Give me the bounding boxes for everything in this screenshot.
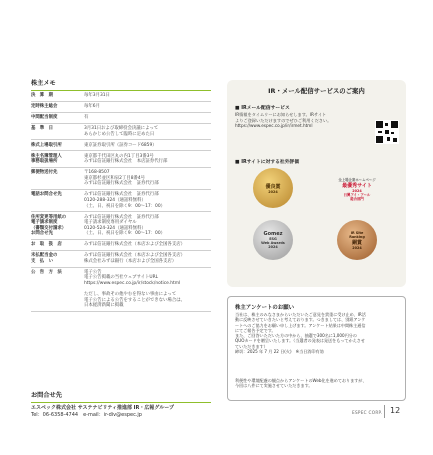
survey-body: 当社は、株主のみなさまからいただいたご意見を貴重に受け止め、IR活 動に反映させていきたいと考えております。つきましては、別紙アンケ ートへのご協力をお願い申し上げます。アンケート結果は中間株主通信 にてご報告予定です。 また、ご回答いただいた方の中から、抽選で300名に1,000円分の QUOカードを贈呈いたします。（当選者の発表は発送をもってかえさせ ていただきます） 締切：2025 年 7 月 22 日(火) ※当日消印有効 (235, 312, 366, 355)
contact-phone-email: Tel：06-6358-4744 e-mail：ir-div@espec.jp (31, 412, 142, 418)
memo-value: 電子公告 電子公告掲載の当社ウェブサイトURL https://www.espec.co.jp/ir/stock/notice.html ただし、事故その他やむを得ない事由によって 電子公告による公告をすることができない場合は、 日本経済新聞に掲載 (84, 269, 185, 309)
memo-key: 郵便物送付先 (31, 170, 58, 176)
memo-value: みずほ信託銀行株式会社 証券代行部 電子請求制度専用ダイヤル 0120-524-324（通話料無料） （土、日、祝日を除く9：00～17：00） (84, 214, 166, 237)
shareholder-memo (31, 78, 211, 312)
memo-row (31, 91, 211, 102)
ir-mail-text[interactable]: IR情報をタイムリーにお知らせします。IRサイト よりご登録いただけますのでぜひご利用ください。 https://www.espec.co.jp/ir/irmet.html (235, 112, 332, 129)
footer-brand: ESPEC CORP. (352, 410, 383, 415)
memo-row (31, 102, 211, 113)
award-badge-gomez: Gomez ESG Web Awards 2024 (253, 220, 293, 260)
memo-value: 毎年3月31日 (84, 93, 110, 99)
contact-title: お問合せ先 (31, 390, 211, 403)
memo-title: 株主メモ (31, 78, 211, 91)
award-badge-best-site: 全上場企業ホームページ 最優秀サイト 2024 日興アイ・アール 総合部門 (338, 177, 376, 201)
award-badge-bronze: IR Site Ranking 銅賞 2024 (337, 220, 377, 260)
memo-value: みずほ信託銀行株式会社 証券代行部 0120-288-324（通話料無料） （土、日、祝日を除く9：00～17：00） (84, 192, 166, 209)
memo-key: 未払配当金の 支 払 い (31, 253, 58, 264)
memo-table (31, 91, 211, 312)
memo-row (31, 168, 211, 190)
memo-key: 決 算 期 (31, 93, 53, 99)
memo-row (31, 251, 211, 268)
memo-value: 有 (84, 115, 89, 121)
memo-value: 〒168-8507 東京都杉並区和泉2丁目8番4号 みずほ信託銀行株式会社 証券代行部 (84, 170, 159, 187)
memo-value: みずほ信託銀行株式会社（本店および全国各支店） (84, 242, 185, 248)
ir-evaluation-heading: ■ IRサイトに対する社外評価 (235, 160, 300, 165)
memo-key: 中間配当制度 (31, 115, 58, 121)
memo-key: 基 準 日 (31, 126, 53, 132)
page-number: 12 (390, 406, 401, 415)
memo-value: 東京証券取引所（証券コード6859） (84, 142, 157, 148)
memo-key: 住所変更等用紙の 電子請求制度 （書類交付請求） お問合せ先 (31, 214, 67, 237)
footer-divider (384, 405, 385, 418)
memo-value: みずほ信託銀行株式会社（本店および全国各支店） 株式会社みずほ銀行（本店および全国各支店） (84, 253, 185, 264)
award-badge-nikko: 優良賞 2024 (253, 168, 293, 208)
survey-panel (227, 296, 406, 401)
qr-code-icon[interactable] (375, 120, 399, 144)
memo-row (31, 240, 211, 251)
memo-key: 株式上場取引所 (31, 142, 62, 148)
contact-department: エスペック株式会社 サステナビリティ推進部 IR・広報グループ (31, 405, 174, 411)
memo-row (31, 151, 211, 168)
memo-value: 3月31日および取締役会決議によって あらかじめ公告して臨時に定めた日 (84, 126, 159, 137)
memo-row (31, 212, 211, 240)
contact-section (31, 390, 211, 419)
memo-key: 定時株主総会 (31, 104, 58, 110)
memo-row (31, 190, 211, 212)
ir-title: IR・メール配信サービスのご案内 (268, 87, 365, 95)
memo-key: 電話お問合せ先 (31, 192, 62, 198)
memo-row (31, 140, 211, 151)
memo-row (31, 268, 211, 313)
memo-value: 毎年6月 (84, 104, 100, 110)
ir-service-panel (227, 80, 406, 287)
memo-value: 東京都千代田区丸の内1丁目3番3号 みずほ信託銀行株式会社 本店証券代行部 (84, 153, 168, 165)
memo-row (31, 124, 211, 141)
memo-key: お 取 扱 店 (31, 242, 62, 248)
survey-title: 株主アンケートのお願い (235, 305, 294, 311)
memo-key: 公 告 方 法 (31, 269, 62, 275)
memo-key: 株主名簿管理人 事務取扱場所 (31, 153, 62, 165)
ir-mail-heading: ■ IRメール配信サービス (235, 106, 290, 111)
survey-note: 利便性や環境配慮の観点からアンケートのWeb化を進めておりますが、 今回は八件にて実施させていただきます。 (235, 378, 367, 389)
memo-row (31, 113, 211, 124)
